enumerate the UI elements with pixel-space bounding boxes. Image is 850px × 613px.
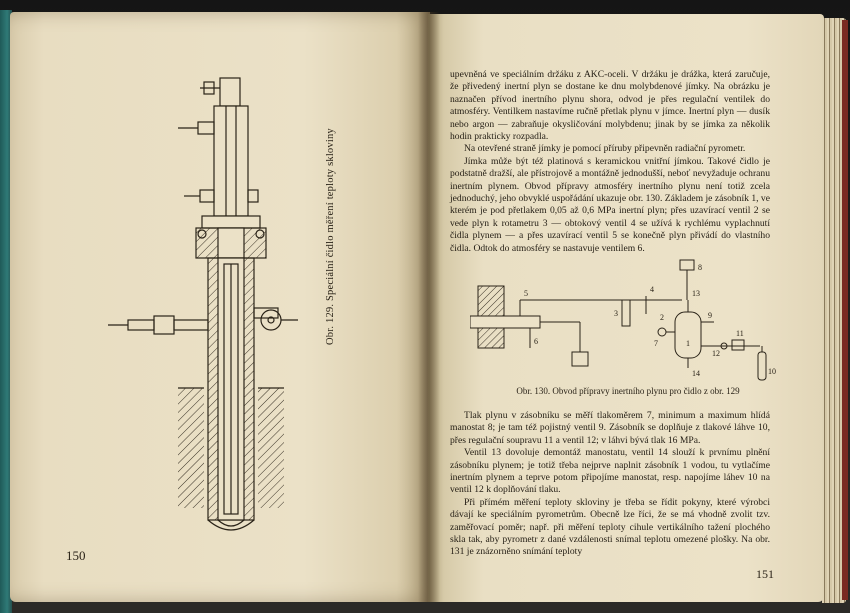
right-page-text-top: [450, 69, 770, 255]
book-gutter: [418, 12, 440, 602]
paragraph: upevněná ve speciálním držáku z AKC-oceli. V držáku je drážka, která zaručuje, že přivedený inertní plyn se dostane ke dnu molybdenové jímky. Na obrázku je naznačen přívod inertního plynu shora, odvod je přes regulační ventilek do atmosféry. Ventilkem nastavíme ručně přetlak plynu v jímce. Inertní plyn — dusík nebo argon — zabraňuje okysličování molybdenu; jinak by se jímka za několik hodin prakticky rozpadla.: [450, 69, 770, 143]
diagram-label: 3: [614, 309, 618, 318]
inert-gas-circuit-diagram: [470, 256, 780, 382]
figure-130-caption: Obr. 130. Obvod přípravy inertního plynu pro čidlo z obr. 129: [516, 386, 740, 396]
diagram-label: 4: [650, 285, 654, 294]
paragraph: Na otevřené straně jímky je pomocí příruby připevněn radiační pyrometr.: [464, 143, 746, 155]
paragraph: Tlak plynu v zásobníku se měří tlakoměrem 7, minimum a maximum hlídá manostat 8; je tam též pojistný ventil 9. Zásobník se doplňuje z tlakové láhve 10, přes regulační soupravu 11 a ventil 12; v láhvi bývá tlak 16 MPa.: [450, 410, 770, 446]
right-page-text-bottom: [450, 410, 770, 559]
diagram-label: 8: [698, 263, 702, 272]
diagram-label: 11: [736, 329, 744, 338]
diagram-label: 7: [654, 339, 658, 348]
paragraph: Jímka může být též platinová s keramickou vnitřní jímkou. Takové čidlo je podstatně dražší, ale přístrojově a montážně jednodušší, neboť nevyžaduje ochranu inertním plynem. Obvod přípravy atmosféry inertního plynu není totiž zcela jednoduchý, jeho obvyklé uspořádání ukazuje obr. 130. Základem je zásobník 1, ve kterém je pod přetlakem 0,05 až 0,6 MPa inertní plyn; přes uzavírací ventil 2 se vede plyn k rotametru 3 — obtokový ventil 4 se užívá k rychlému vyplachnutí čidla plynem — a přes uzavírací ventil 5 se konečně plyn přivádí do vlastního čidla. Odtok do atmosféry se nastavuje ventilem 6.: [450, 155, 770, 254]
back-cover-edge: [842, 20, 848, 600]
diagram-label: 5: [524, 289, 528, 298]
diagram-label: 6: [534, 337, 538, 346]
diagram-label: 9: [708, 311, 712, 320]
diagram-label: 2: [660, 313, 664, 322]
diagram-label: 13: [692, 289, 700, 298]
paragraph: Při přímém měření teploty skloviny je třeba se řídit pokyny, které výrobci dávají ke speciálním pyrometrům. Obecně lze říci, že se má vhodně zvolit tzv. zaměřovací poměr; např. při měření teploty cihule vertikálního tažení plochého skla tak, aby pyrometr z dané vzdálenosti snímal teplotu omezené plošky. Na obr. 131 je znázorněno snímání teploty: [450, 496, 770, 558]
figure-129-caption-text: Obr. 129. Speciální čidlo měření teploty skloviny: [325, 128, 336, 345]
paragraph: Ventil 13 dovoluje demontáž manostatu, ventil 14 slouží k prvnímu plnění zásobníku plynem; je totiž třeba nejprve naplnit zásobník 1 vodou, tu vytlačíme inertním plynem a teprve potom připojíme manostat, resp. napojíme láhev 10 na ventil 12 k doplňování tlaku.: [450, 447, 770, 496]
diagram-label: 12: [712, 349, 720, 358]
left-page-number: 150: [66, 548, 86, 563]
diagram-label: 14: [692, 369, 700, 378]
thermocouple-sensor-drawing: [108, 58, 348, 558]
right-page-number: 151: [756, 567, 774, 581]
diagram-label: 1: [686, 339, 690, 348]
diagram-label: 10: [768, 367, 776, 376]
